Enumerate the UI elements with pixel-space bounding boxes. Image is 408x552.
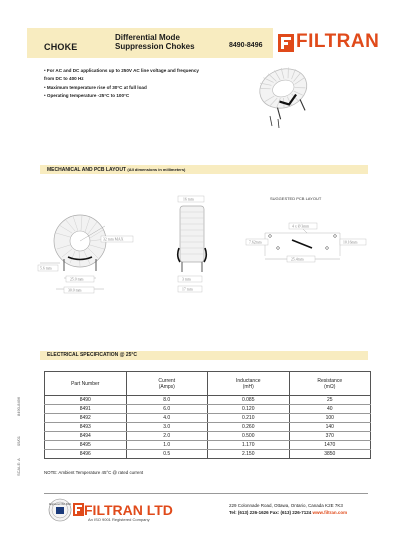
- col-unit: (Amps): [158, 383, 175, 390]
- footer-brand: FILTRAN LTD: [84, 502, 173, 518]
- feature-item: • Maximum temperature rise of 30°C at full load: [44, 84, 147, 90]
- footer-tel: Tel: (613) 226-1626 Fax: (613) 226-7124: [229, 510, 312, 515]
- cell-part: 8496: [45, 450, 127, 459]
- col-resistance: [289, 372, 371, 396]
- side-view: [178, 196, 207, 292]
- cell-part: 8491: [45, 405, 127, 414]
- cell-inductance: 0.260: [208, 423, 290, 432]
- cell-resistance: 140: [289, 423, 371, 432]
- col-part-number: [45, 372, 127, 396]
- feature-item: • Operating temperature -25°C to 100°C: [44, 92, 130, 98]
- brand-logo-text: FILTRAN: [296, 31, 380, 52]
- part-range: 8490-8496: [229, 42, 263, 49]
- cell-part: 8495: [45, 441, 127, 450]
- table-row: [45, 450, 371, 459]
- cell-resistance: 370: [289, 432, 371, 441]
- cell-inductance: 0.120: [208, 405, 290, 414]
- feature-item: • For AC and DC applications up to 250V AC line voltage and frequency: [44, 68, 199, 73]
- cell-inductance: 2.150: [208, 450, 290, 459]
- title-line1: Differential Mode: [115, 33, 180, 42]
- col-label: Current: [158, 377, 176, 384]
- pcb-layout-title: SUGGESTED PCB LAYOUT: [270, 196, 322, 201]
- cell-current: 8.0: [126, 396, 208, 405]
- mechanical-title: MECHANICAL AND PCB LAYOUT: [47, 167, 126, 173]
- side-scale: SCALE: A: [16, 458, 21, 476]
- table-row: [45, 414, 371, 423]
- dim-width-25: 25.0 mm: [70, 277, 84, 282]
- electrical-section-title: ELECTRICAL SPECIFICATION @ 25°C: [47, 352, 138, 358]
- mechanical-note: (All dimensions in millimeters): [127, 167, 186, 172]
- footer-contact: [229, 510, 347, 515]
- cell-resistance: 3850: [289, 450, 371, 459]
- product-type: CHOKE: [44, 42, 78, 52]
- col-unit: (mΩ): [324, 383, 336, 390]
- col-label: Resistance: [317, 377, 343, 384]
- dim-max-dia: 32 mm MAX: [103, 237, 124, 242]
- col-current: [126, 372, 208, 396]
- dim-pitch-7-6: 7.62mm: [249, 240, 262, 245]
- cell-resistance: 1470: [289, 441, 371, 450]
- cell-inductance: 0.210: [208, 414, 290, 423]
- footer-logo-icon: [73, 503, 84, 516]
- cell-current: 0.5: [126, 450, 208, 459]
- cell-current: 4.0: [126, 414, 208, 423]
- dim-depth-17: 17 mm: [182, 287, 193, 292]
- side-date: 05/01: [16, 435, 21, 446]
- table-header-row: [45, 372, 371, 396]
- table-row: [45, 396, 371, 405]
- cell-part: 8490: [45, 396, 127, 405]
- table-row: [45, 441, 371, 450]
- table-row: [45, 432, 371, 441]
- cell-current: 1.0: [126, 441, 208, 450]
- title-line2: Suppression Chokes: [115, 42, 195, 51]
- footer-divider: [44, 493, 368, 494]
- footer-web-link[interactable]: www.filtran.com: [312, 510, 348, 515]
- table-row: [45, 405, 371, 414]
- side-ref: 8490-8496: [16, 396, 21, 416]
- col-inductance: [208, 372, 290, 396]
- cell-inductance: 0.500: [208, 432, 290, 441]
- cell-part: 8493: [45, 423, 127, 432]
- cell-resistance: 40: [289, 405, 371, 414]
- iso-badge-icon: [48, 498, 72, 522]
- dim-span-25-4: 25.4mm: [291, 257, 304, 262]
- footer-address: 229 Colonnade Road, Ottawa, Ontario, Canada K2E 7K3: [229, 503, 343, 508]
- cell-part: 8494: [45, 432, 127, 441]
- table-row: [45, 423, 371, 432]
- feature-item: from DC to 400 Hz: [44, 76, 84, 82]
- cell-current: 6.0: [126, 405, 208, 414]
- spec-table: [44, 371, 371, 459]
- cell-inductance: 0.085: [208, 396, 290, 405]
- dim-hole: 4 x Ø 3mm: [292, 224, 310, 229]
- col-label: Part Number: [71, 380, 100, 387]
- cell-part: 8492: [45, 414, 127, 423]
- cell-inductance: 1.170: [208, 441, 290, 450]
- cell-resistance: 100: [289, 414, 371, 423]
- iso-badge-text: Registered ISO 9001: [48, 503, 72, 506]
- dim-width-30: 30.0 mm: [68, 288, 82, 293]
- col-unit: (mH): [242, 383, 254, 390]
- front-view: [38, 215, 133, 293]
- pcb-layout: [246, 223, 366, 262]
- cell-current: 3.0: [126, 423, 208, 432]
- dim-height-5-6: 5.6 mm: [40, 266, 52, 271]
- cell-current: 2.0: [126, 432, 208, 441]
- dim-lead-3: 3 mm: [182, 277, 191, 282]
- dim-top-16: 16 mm: [183, 197, 194, 202]
- ambient-note: NOTE: Ambient Temperature 45°C @ rated current: [44, 470, 144, 475]
- footer-subtitle: An ISO 9001 Registered Company: [88, 517, 150, 522]
- cell-resistance: 25: [289, 396, 371, 405]
- dim-pitch-10-16: 10.16mm: [343, 240, 358, 245]
- col-label: Inductance: [236, 377, 261, 384]
